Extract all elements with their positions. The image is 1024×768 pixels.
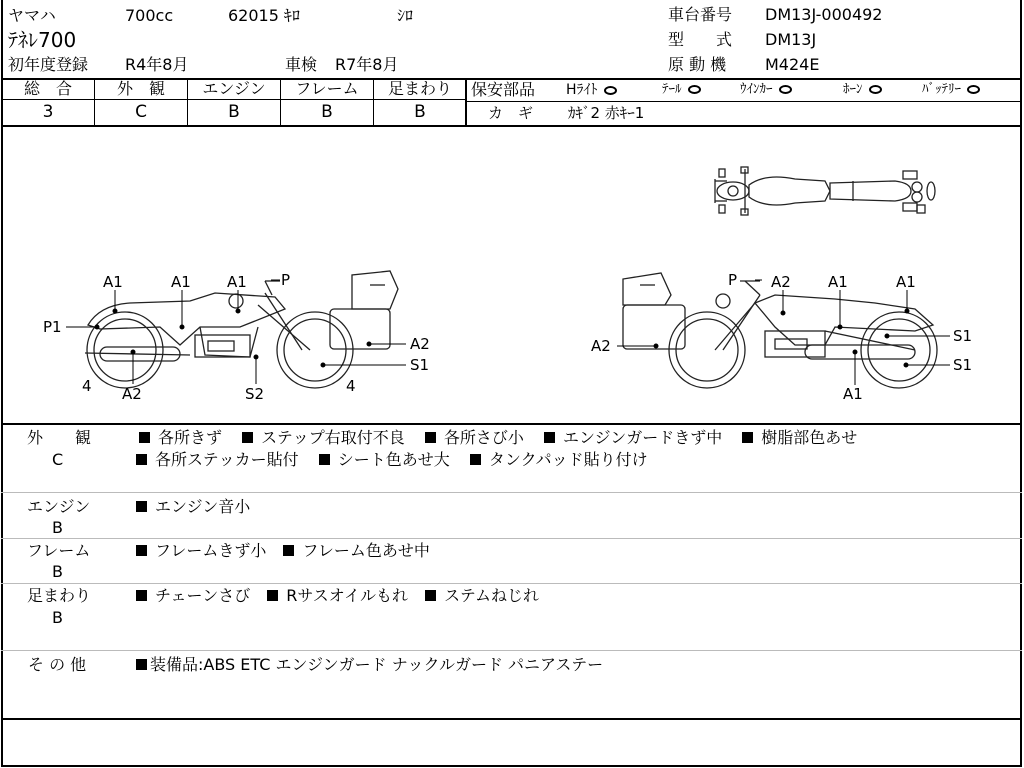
body-color: ｼﾛ bbox=[397, 6, 414, 25]
grade-overall-label: 総 合 bbox=[23, 79, 72, 98]
left-label-a1-rear: A1 bbox=[103, 273, 123, 291]
safety-label: 保安部品 bbox=[471, 80, 536, 99]
remark-item: ステップ右取付不良 bbox=[261, 428, 405, 447]
tail-label: ﾃｰﾙ bbox=[662, 82, 682, 97]
remark-item: 樹脂部色あせ bbox=[761, 428, 858, 447]
grade-frame-value: B bbox=[321, 102, 333, 122]
right-label-a1-exhaust: A1 bbox=[843, 385, 863, 403]
engine-model-label: 原 動 機 bbox=[668, 55, 727, 74]
right-label-a1-seat: A1 bbox=[828, 273, 848, 291]
winker-label: ｳｲﾝｶｰ bbox=[740, 82, 773, 97]
frame-number-label: 車台番号 bbox=[668, 5, 733, 24]
grade-engine-label: エンジン bbox=[202, 79, 266, 98]
remark-item: エンジン音小 bbox=[155, 497, 251, 516]
remark-other-text: 装備品:ABS ETC エンジンガード ナックルガード パニアステー bbox=[150, 655, 604, 674]
remark-item: フレーム色あせ中 bbox=[302, 541, 430, 560]
remark-exterior-items bbox=[133, 427, 1013, 471]
right-label-p-mirror: P bbox=[728, 271, 738, 289]
model-type-value: DM13J bbox=[765, 30, 817, 49]
remark-engine-items bbox=[136, 496, 1016, 518]
headlight-label: Hﾗｲﾄ bbox=[566, 82, 598, 98]
key-value: ｶｷﾞ2 赤ｷｰ1 bbox=[568, 104, 645, 122]
key-label: カ ギ bbox=[488, 104, 534, 122]
grade-suspension-label: 足まわり bbox=[387, 79, 452, 98]
frame-number-value: DM13J-000492 bbox=[765, 5, 883, 24]
remark-other-items bbox=[136, 654, 1016, 676]
left-label-p1: P1 bbox=[43, 318, 62, 336]
remarks-bottom-border bbox=[1, 718, 1022, 720]
right-label-s1-lower: S1 bbox=[953, 356, 973, 374]
first-registration-value: R4年8月 bbox=[125, 55, 189, 74]
grade-frame-label: フレーム bbox=[295, 79, 359, 98]
model-name: ﾃﾈﾚ700 bbox=[8, 28, 77, 52]
maker: ヤマハ bbox=[8, 6, 56, 25]
mileage: 62015 ｷﾛ bbox=[228, 6, 300, 25]
left-label-a1-seat: A1 bbox=[171, 273, 191, 291]
left-label-4-rear: 4 bbox=[82, 377, 92, 395]
displacement: 700cc bbox=[125, 6, 174, 25]
remark-engine-label: エンジン bbox=[27, 497, 91, 516]
grade-exterior-label: 外 観 bbox=[116, 79, 165, 98]
remarks-top-border bbox=[1, 423, 1022, 425]
remark-item: ステムねじれ bbox=[444, 586, 539, 605]
left-label-a1-tank: A1 bbox=[227, 273, 247, 291]
left-label-s2: S2 bbox=[245, 385, 265, 403]
right-label-s1-upper: S1 bbox=[953, 327, 973, 345]
remark-suspension-label: 足まわり bbox=[27, 586, 92, 605]
left-label-4-front: 4 bbox=[346, 377, 356, 395]
left-label-a2-case: A2 bbox=[410, 335, 430, 353]
remark-frame-label: フレーム bbox=[27, 541, 91, 560]
remark-suspension-items bbox=[136, 585, 1016, 607]
grade-suspension-value: B bbox=[414, 102, 426, 122]
remark-item: 各所さび小 bbox=[443, 428, 524, 447]
remark-item: タンクパッド貼り付け bbox=[488, 450, 648, 469]
model-type-label: 型 式 bbox=[668, 30, 733, 49]
engine-model-value: M424E bbox=[765, 55, 820, 74]
remark-frame-grade: B bbox=[52, 562, 63, 581]
grade-exterior-value: C bbox=[135, 102, 147, 122]
remark-frame-items bbox=[136, 540, 1016, 562]
inspection-value: R7年8月 bbox=[335, 55, 399, 74]
right-label-a1-rear: A1 bbox=[896, 273, 916, 291]
remark-item: チェーンさび bbox=[155, 586, 251, 605]
left-label-p-mirror: P bbox=[281, 271, 291, 289]
remark-other-label: そ の 他 bbox=[28, 655, 87, 674]
horn-label: ﾎｰﾝ bbox=[843, 82, 863, 97]
remark-item: Rサスオイルもれ bbox=[286, 586, 408, 605]
remark-item: 各所ステッカー貼付 bbox=[155, 450, 299, 469]
remark-item: エンジンガードきず中 bbox=[563, 428, 723, 447]
grade-overall-value: 3 bbox=[42, 102, 54, 122]
inspection-label: 車検 bbox=[285, 55, 318, 74]
remark-suspension-grade: B bbox=[52, 608, 63, 627]
right-label-a2-case: A2 bbox=[591, 337, 611, 355]
remark-item: フレームきず小 bbox=[155, 541, 267, 560]
remark-engine-grade: B bbox=[52, 518, 63, 537]
battery-label: ﾊﾞｯﾃﾘｰ bbox=[922, 82, 961, 97]
remark-exterior-grade: C bbox=[52, 450, 64, 469]
left-label-s1: S1 bbox=[410, 356, 430, 374]
first-registration-label: 初年度登録 bbox=[8, 55, 89, 74]
left-label-a2-exhaust: A2 bbox=[122, 385, 142, 403]
grade-engine-value: B bbox=[228, 102, 240, 122]
remark-exterior-label: 外 観 bbox=[27, 428, 92, 447]
right-label-a2-tank: A2 bbox=[771, 273, 791, 291]
remark-item: シート色あせ大 bbox=[337, 450, 450, 469]
remark-item: 各所きず bbox=[158, 428, 223, 447]
